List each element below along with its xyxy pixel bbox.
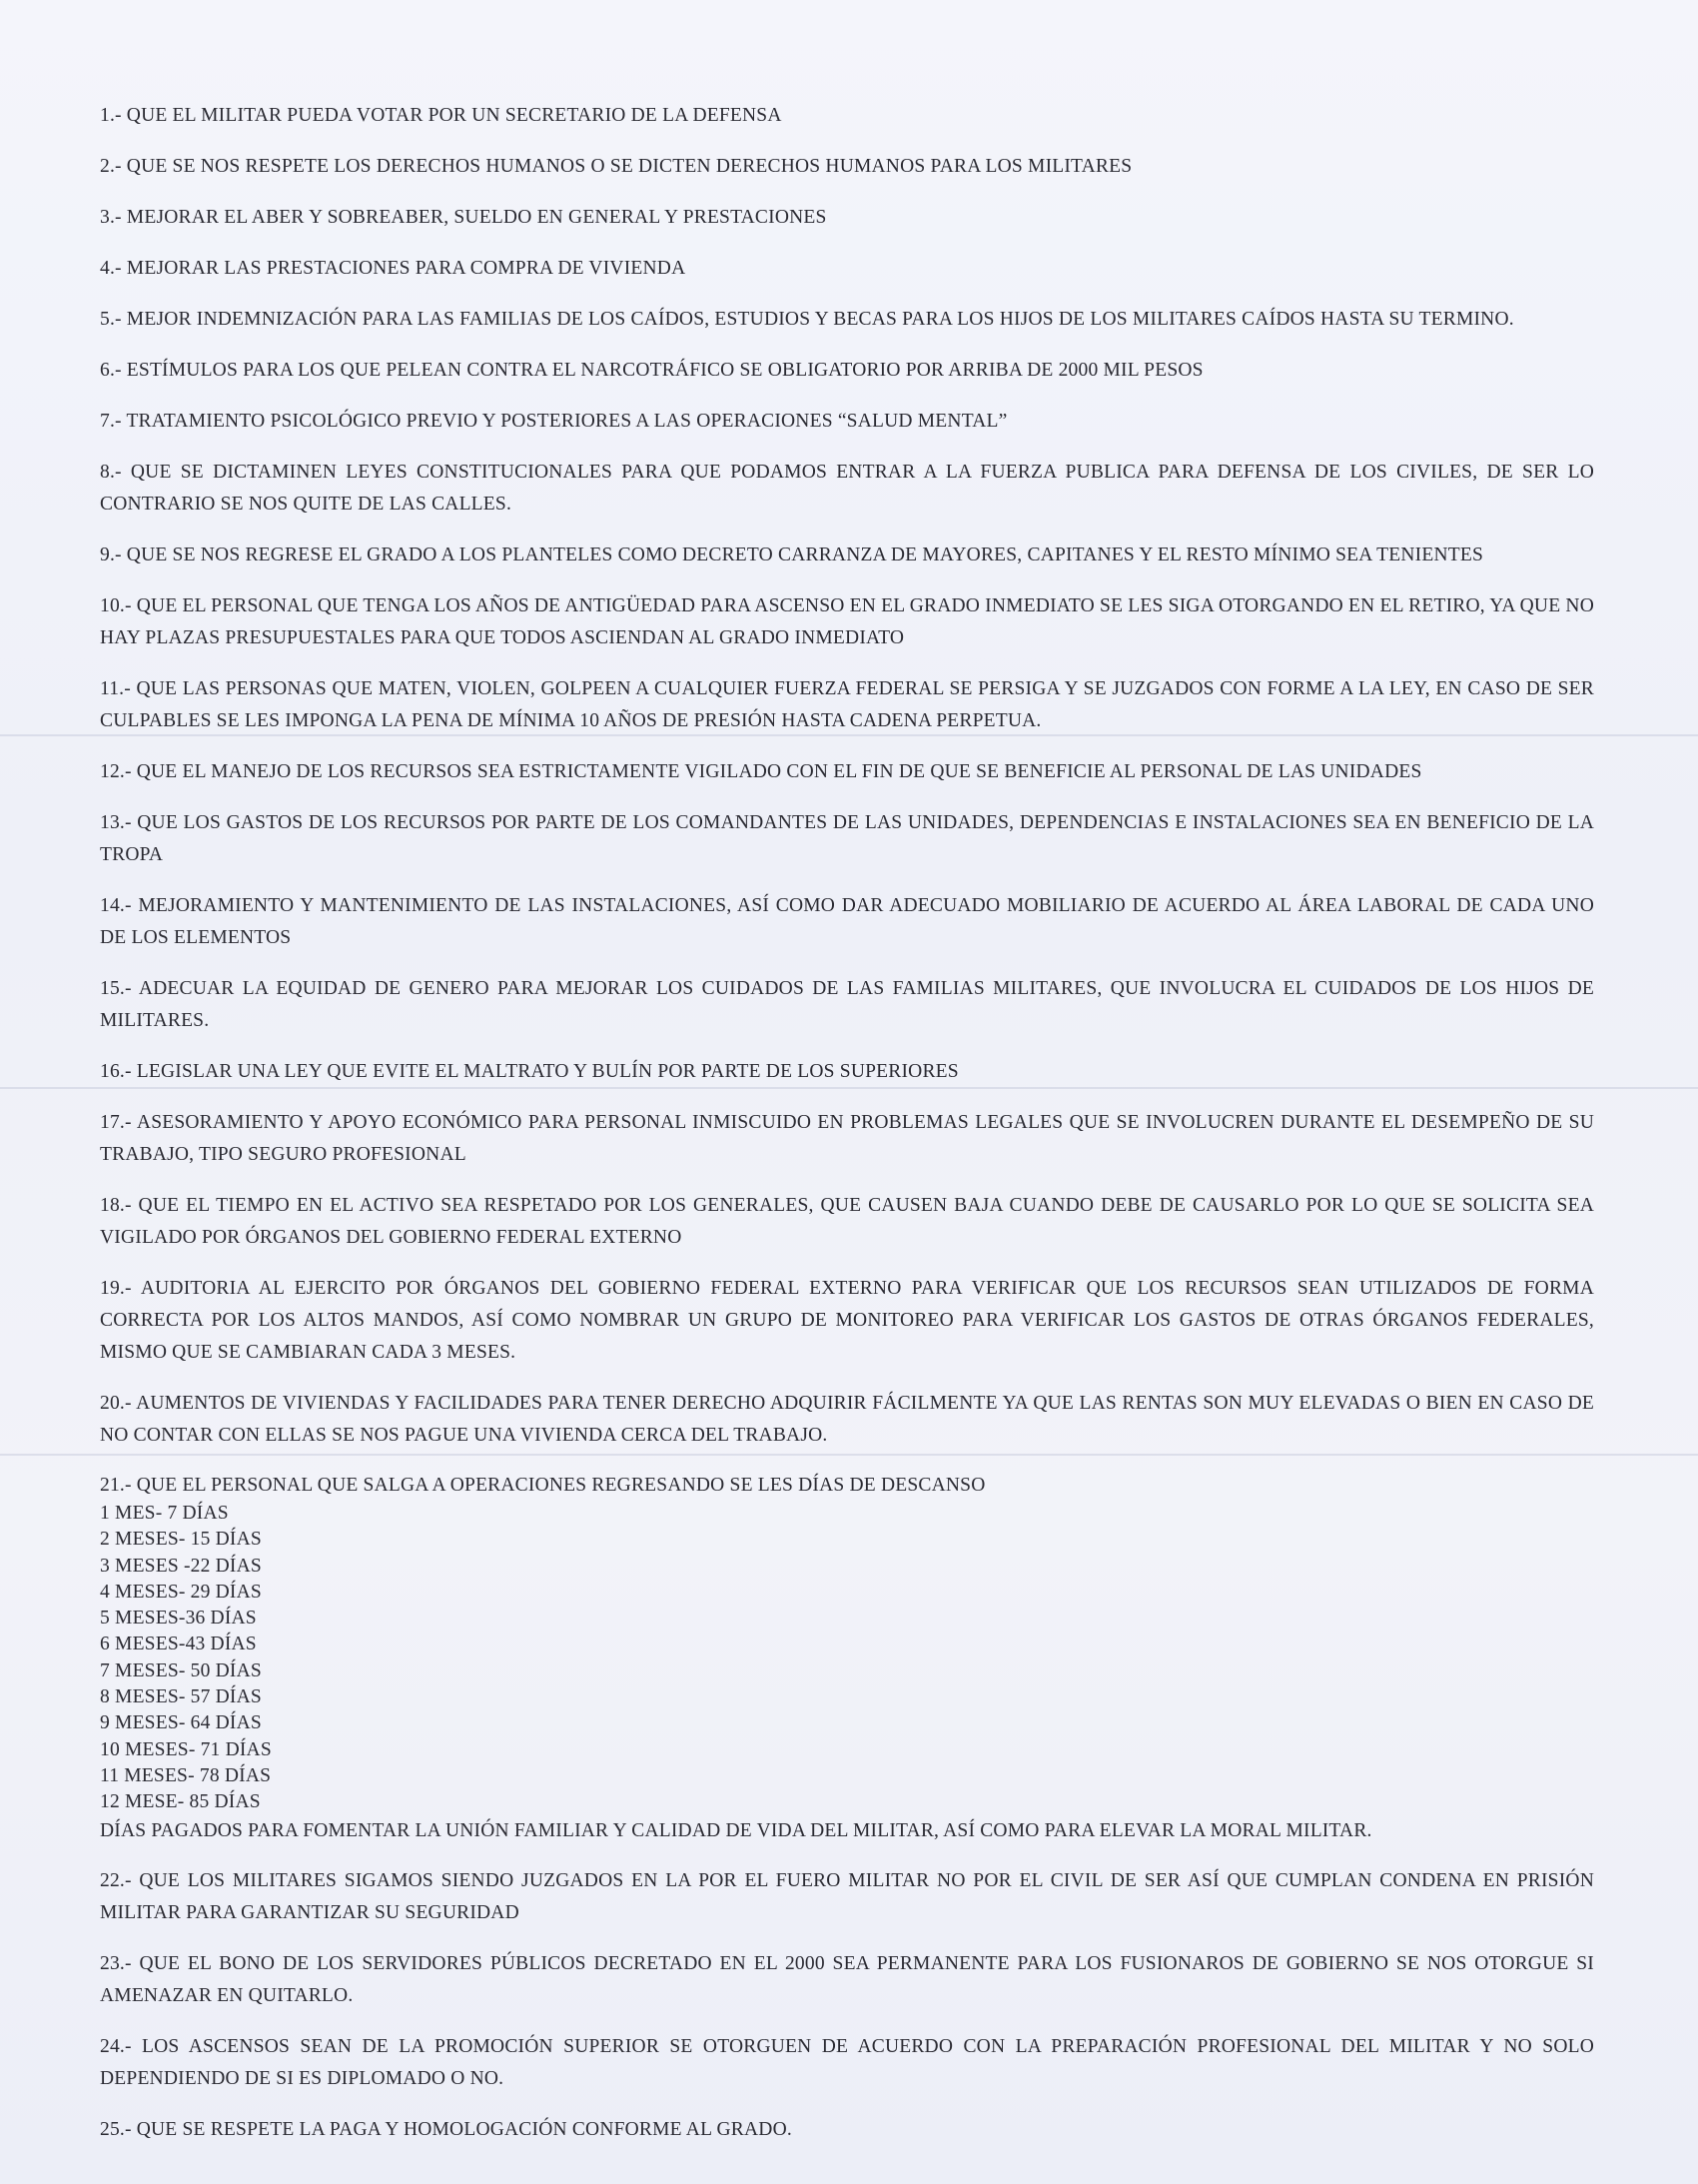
demand-item-13: 13.- QUE LOS GASTOS DE LOS RECURSOS POR PARTE DE LOS COMANDANTES DE LAS UNIDADES, DEPENDENCIAS E INSTALACIONES SEA EN BENEFICIO DE LA TROPA <box>100 812 1594 865</box>
demand-item-12: 12.- QUE EL MANEJO DE LOS RECURSOS SEA ESTRICTAMENTE VIGILADO CON EL FIN DE QUE SE BENEFICIE AL PERSONAL DE LAS UNIDADES <box>100 761 1422 782</box>
demand-item-16: 16.- LEGISLAR UNA LEY QUE EVITE EL MALTRATO Y BULÍN POR PARTE DE LOS SUPERIORES <box>100 1061 959 1082</box>
demands-list <box>100 100 1594 2165</box>
demand-item-3: 3.- MEJORAR EL ABER Y SOBREABER, SUELDO EN GENERAL Y PRESTACIONES <box>100 207 827 228</box>
demand-item-6: 6.- ESTÍMULOS PARA LOS QUE PELEAN CONTRA EL NARCOTRÁFICO SE OBLIGATORIO POR ARRIBA DE 2000 MIL PESOS <box>100 360 1204 381</box>
demand-item-11: 11.- QUE LAS PERSONAS QUE MATEN, VIOLEN, GOLPEEN A CUALQUIER FUERZA FEDERAL SE PERSIGA Y SE JUZGADOS CON FORME A LA LEY, EN CASO DE SER CULPABLES SE LES IMPONGA LA PENA DE MÍNIMA 10 AÑOS DE PRESIÓN HASTA CADENA PERPETUA. <box>100 678 1594 731</box>
demand-item-23: 23.- QUE EL BONO DE LOS SERVIDORES PÚBLICOS DECRETADO EN EL 2000 SEA PERMANENTE PARA LOS FUSIONAROS DE GOBIERNO SE NOS OTORGUE SI AMENAZAR EN QUITARLO. <box>100 1952 1594 2006</box>
demand-item-7: 7.- TRATAMIENTO PSICOLÓGICO PREVIO Y POSTERIORES A LAS OPERACIONES “SALUD MENTAL” <box>100 411 1008 432</box>
rest-days-row: 11 MESES- 78 DÍAS <box>100 1764 272 1786</box>
demand-item-18: 18.- QUE EL TIEMPO EN EL ACTIVO SEA RESPETADO POR LOS GENERALES, QUE CAUSEN BAJA CUANDO DEBE DE CAUSARLO POR LO QUE SE SOLICITA SEA VIGILADO POR ÓRGANOS DEL GOBIERNO FEDERAL EXTERNO <box>100 1195 1594 1248</box>
demand-item-21 <box>100 1471 1594 1846</box>
rest-days-row: 9 MESES- 64 DÍAS <box>100 1712 262 1734</box>
demand-item-17: 17.- ASESORAMIENTO Y APOYO ECONÓMICO PARA PERSONAL INMISCUIDO EN PROBLEMAS LEGALES QUE SE INVOLUCREN DURANTE EL DESEMPEÑO DE SU TRABAJO, TIPO SEGURO PROFESIONAL <box>100 1112 1594 1165</box>
rest-days-row: 6 MESES-43 DÍAS <box>100 1634 257 1655</box>
demand-item-22: 22.- QUE LOS MILITARES SIGAMOS SIENDO JUZGADOS EN LA POR EL FUERO MILITAR NO POR EL CIVIL DE SER ASÍ QUE CUMPLAN CONDENA EN PRISIÓN MILITAR PARA GARANTIZAR SU SEGURIDAD <box>100 1869 1594 1923</box>
rest-days-row: 3 MESES -22 DÍAS <box>100 1555 262 1577</box>
demand-item-19: 19.- AUDITORIA AL EJERCITO POR ÓRGANOS DEL GOBIERNO FEDERAL EXTERNO PARA VERIFICAR QUE LOS RECURSOS SEAN UTILIZADOS DE FORMA CORRECTA POR LOS ALTOS MANDOS, ASÍ COMO NOMBRAR UN GRUPO DE MONITOREO PARA VERIFICAR LOS GASTOS DE OTRAS ÓRGANOS FEDERALES, MISMO QUE SE CAMBIARAN CADA 3 MESES. <box>100 1278 1594 1363</box>
rest-days-row: 8 MESES- 57 DÍAS <box>100 1686 262 1708</box>
rest-days-row: 10 MESES- 71 DÍAS <box>100 1738 272 1760</box>
rest-days-row: 4 MESES- 29 DÍAS <box>100 1581 262 1603</box>
demand-item-1: 1.- QUE EL MILITAR PUEDA VOTAR POR UN SECRETARIO DE LA DEFENSA <box>100 105 782 126</box>
rest-days-row: 12 MESE- 85 DÍAS <box>100 1791 261 1813</box>
demand-item-9: 9.- QUE SE NOS REGRESE EL GRADO A LOS PLANTELES COMO DECRETO CARRANZA DE MAYORES, CAPITANES Y EL RESTO MÍNIMO SEA TENIENTES <box>100 545 1484 565</box>
demand-item-15: 15.- ADECUAR LA EQUIDAD DE GENERO PARA MEJORAR LOS CUIDADOS DE LAS FAMILIAS MILITARES, QUE INVOLUCRA EL CUIDADOS DE LOS HIJOS DE MILITARES. <box>100 978 1594 1031</box>
rest-days-row: 1 MES- 7 DÍAS <box>100 1503 229 1524</box>
demand-item-5: 5.- MEJOR INDEMNIZACIÓN PARA LAS FAMILIAS DE LOS CAÍDOS, ESTUDIOS Y BECAS PARA LOS HIJOS DE LOS MILITARES CAÍDOS HASTA SU TERMINO. <box>100 309 1514 330</box>
demand-item-20: 20.- AUMENTOS DE VIVIENDAS Y FACILIDADES PARA TENER DERECHO ADQUIRIR FÁCILMENTE YA QUE LAS RENTAS SON MUY ELEVADAS O BIEN EN CASO DE NO CONTAR CON ELLAS SE NOS PAGUE UNA VIVIENDA CERCA DEL TRABAJO. <box>100 1393 1594 1446</box>
demand-item-24: 24.- LOS ASCENSOS SEAN DE LA PROMOCIÓN SUPERIOR SE OTORGUEN DE ACUERDO CON LA PREPARACIÓN PROFESIONAL DEL MILITAR Y NO SOLO DEPENDIENDO DE SI ES DIPLOMADO O NO. <box>100 2035 1594 2089</box>
demand-item-4: 4.- MEJORAR LAS PRESTACIONES PARA COMPRA DE VIVIENDA <box>100 258 686 279</box>
demand-item-2: 2.- QUE SE NOS RESPETE LOS DERECHOS HUMANOS O SE DICTEN DERECHOS HUMANOS PARA LOS MILITARES <box>100 156 1133 177</box>
demand-item-10: 10.- QUE EL PERSONAL QUE TENGA LOS AÑOS DE ANTIGÜEDAD PARA ASCENSO EN EL GRADO INMEDIATO SE LES SIGA OTORGANDO EN EL RETIRO, YA QUE NO HAY PLAZAS PRESUPUESTALES PARA QUE TODOS ASCIENDAN AL GRADO INMEDIATO <box>100 595 1594 648</box>
demand-item-21-title: 21.- QUE EL PERSONAL QUE SALGA A OPERACIONES REGRESANDO SE LES DÍAS DE DESCANSO <box>100 1475 986 1496</box>
demand-item-14: 14.- MEJORAMIENTO Y MANTENIMIENTO DE LAS INSTALACIONES, ASÍ COMO DAR ADECUADO MOBILIARIO DE ACUERDO AL ÁREA LABORAL DE CADA UNO DE LOS ELEMENTOS <box>100 895 1594 948</box>
rest-days-row: 5 MESES-36 DÍAS <box>100 1608 257 1630</box>
demand-item-21-note: DÍAS PAGADOS PARA FOMENTAR LA UNIÓN FAMILIAR Y CALIDAD DE VIDA DEL MILITAR, ASÍ COMO PARA ELEVAR LA MORAL MILITAR. <box>100 1819 1372 1841</box>
demand-item-25: 25.- QUE SE RESPETE LA PAGA Y HOMOLOGACIÓN CONFORME AL GRADO. <box>100 2118 792 2140</box>
rest-days-row: 7 MESES- 50 DÍAS <box>100 1659 262 1681</box>
rest-days-table <box>100 1501 1594 1816</box>
demand-item-8: 8.- QUE SE DICTAMINEN LEYES CONSTITUCIONALES PARA QUE PODAMOS ENTRAR A LA FUERZA PUBLICA PARA DEFENSA DE LOS CIVILES, DE SER LO CONTRARIO SE NOS QUITE DE LAS CALLES. <box>100 462 1594 515</box>
rest-days-row: 2 MESES- 15 DÍAS <box>100 1529 262 1551</box>
